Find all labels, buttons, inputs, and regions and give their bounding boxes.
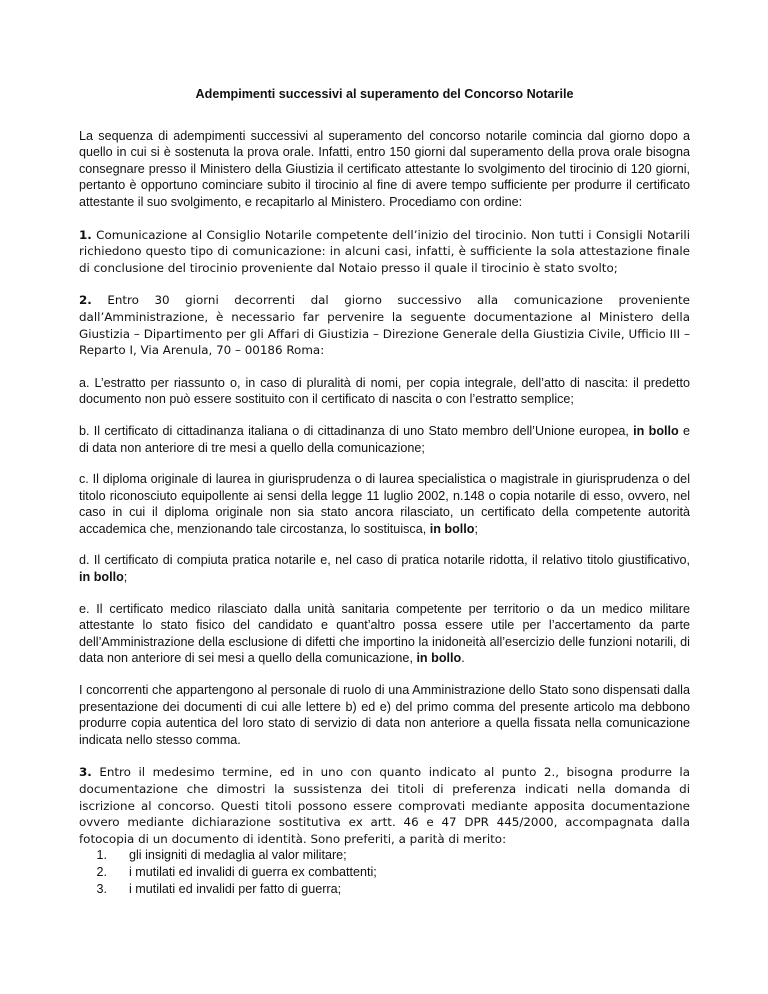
list-item-text: i mutilati ed invalidi di guerra ex combattenti; bbox=[129, 864, 377, 879]
item-d-paragraph bbox=[79, 552, 690, 585]
item-e-tail: . bbox=[461, 651, 465, 666]
section-1-paragraph bbox=[79, 227, 690, 277]
list-item-number: 3. bbox=[96, 881, 107, 896]
section-2-number: 2. bbox=[79, 293, 92, 308]
item-b-text: b. Il certificato di cittadinanza italiana o di cittadinanza di uno Stato membro dell’Unione europea, bbox=[79, 423, 634, 438]
section-1-text: Comunicazione al Consiglio Notarile competente dell’inizio del tirocinio. Non tutti i Consigli Notarili richiedono questo tipo di comunicazione: in alcuni casi, infatti, è sufficiente la sola attestazione finale di conclusione del tirocinio proveniente dal Notaio presso il quale il tirocinio è stato svolto; bbox=[79, 227, 690, 275]
item-c-tail: ; bbox=[474, 521, 478, 536]
item-b-paragraph bbox=[79, 423, 690, 456]
section-2-paragraph bbox=[79, 292, 690, 358]
list-item-text: gli insigniti di medaglia al valor militare; bbox=[129, 848, 347, 863]
item-a-paragraph: a. L’estratto per riassunto o, in caso di pluralità di nomi, per copia integrale, dell’atto di nascita: il predetto documento non può essere sostituito con il certificato di nascita o con l’estratto semplice; bbox=[79, 375, 690, 407]
list-item-text: i mutilati ed invalidi per fatto di guerra; bbox=[129, 881, 342, 896]
section-3-number: 3. bbox=[79, 765, 92, 780]
item-c-paragraph bbox=[79, 471, 690, 537]
note-paragraph: I concorrenti che appartengono al personale di ruolo di una Amministrazione dello Stato sono dispensati dalla presentazione dei documenti di cui alle lettere b) ed e) del primo comma del presente articolo ma debbono produrre copia autentica del loro stato di servizio di data non anteriore a quella fissata nella comunicazione indicata nello stesso comma. bbox=[79, 683, 690, 747]
preference-list bbox=[79, 847, 690, 897]
list-item bbox=[79, 847, 690, 864]
item-d-tail: ; bbox=[123, 570, 128, 585]
item-d-text: d. Il certificato di compiuta pratica notarile e, nel caso di pratica notarile ridotta, il relativo titolo giustificativo, bbox=[79, 553, 690, 568]
list-item-number: 2. bbox=[96, 864, 107, 879]
item-b-bollo: in bollo bbox=[633, 423, 679, 438]
item-d-bollo: in bollo bbox=[79, 570, 124, 585]
document-title: Adempimenti successivi al superamento del Concorso Notarile bbox=[195, 87, 574, 101]
list-item bbox=[79, 864, 690, 881]
item-e-paragraph bbox=[79, 601, 690, 667]
item-e-text: e. Il certificato medico rilasciato dalla unità sanitaria competente per territorio o da un medico militare attestante lo stato fisico del candidato e quant’altro possa essere utile per l’accertamento da parte dell’Amministrazione della esclusione di difetti che importino la inidoneità all’esercizio delle funzioni notarili, di data non anteriore di sei mesi a quello della comunicazione, bbox=[79, 601, 690, 666]
section-3-paragraph bbox=[79, 764, 690, 847]
section-3-text: Entro il medesimo termine, ed in uno con quanto indicato al punto 2., bisogna produrre la documentazione che dimostri la sussistenza dei titoli di preferenza indicati nella domanda di iscrizione al concorso. Questi titoli possono essere comprovati mediante apposita documentazione ovvero mediante dichiarazione sostitutiva ex artt. 46 e 47 DPR 445/2000, accompagnata dalla fotocopia di un documento di identità. Sono preferiti, a parità di merito: bbox=[79, 765, 690, 846]
list-item bbox=[79, 881, 690, 898]
section-1-number: 1. bbox=[79, 227, 92, 242]
item-c-text: c. Il diploma originale di laurea in giurisprudenza o di laurea specialistica o magistrale in giurisprudenza o del titolo riconosciuto equipollente ai sensi della legge 11 luglio 2002, n.148 o copia notarile di esso, ovvero, nel caso in cui il diploma originale non sia stato ancora rilasciato, un certificato della competente autorità accademica che, menzionando tale circostanza, lo sostituisca, bbox=[79, 472, 690, 536]
list-item-number: 1. bbox=[96, 848, 107, 863]
item-c-bollo: in bollo bbox=[429, 521, 475, 536]
item-b-tail: e di data non anteriore di tre mesi a quello della comunicazione; bbox=[79, 423, 690, 455]
section-2-text: Entro 30 giorni decorrenti dal giorno successivo alla comunicazione proveniente dall’Amministrazione, è necessario far pervenire la seguente documentazione al Ministero della Giustizia – Dipartimento per gli Affari di Giustizia – Direzione Generale della Giustizia Civile, Ufficio III – Reparto I, Via Arenula, 70 – 00186 Roma: bbox=[79, 293, 690, 358]
item-e-bollo: in bollo bbox=[416, 651, 462, 666]
intro-paragraph: La sequenza di adempimenti successivi al superamento del concorso notarile comincia dal giorno dopo a quello in cui si è sostenuta la prova orale. Infatti, entro 150 giorni dal superamento della prova orale bisogna consegnare presso il Ministero della Giustizia il certificato attestante lo svolgimento del tirocinio di 120 giorni, pertanto è opportuno cominciare subito il tirocinio al fine di avere tempo sufficiente per produrre il certificato attestante il suo svolgimento, e recapitarlo al Ministero. Procediamo con ordine: bbox=[79, 128, 690, 209]
